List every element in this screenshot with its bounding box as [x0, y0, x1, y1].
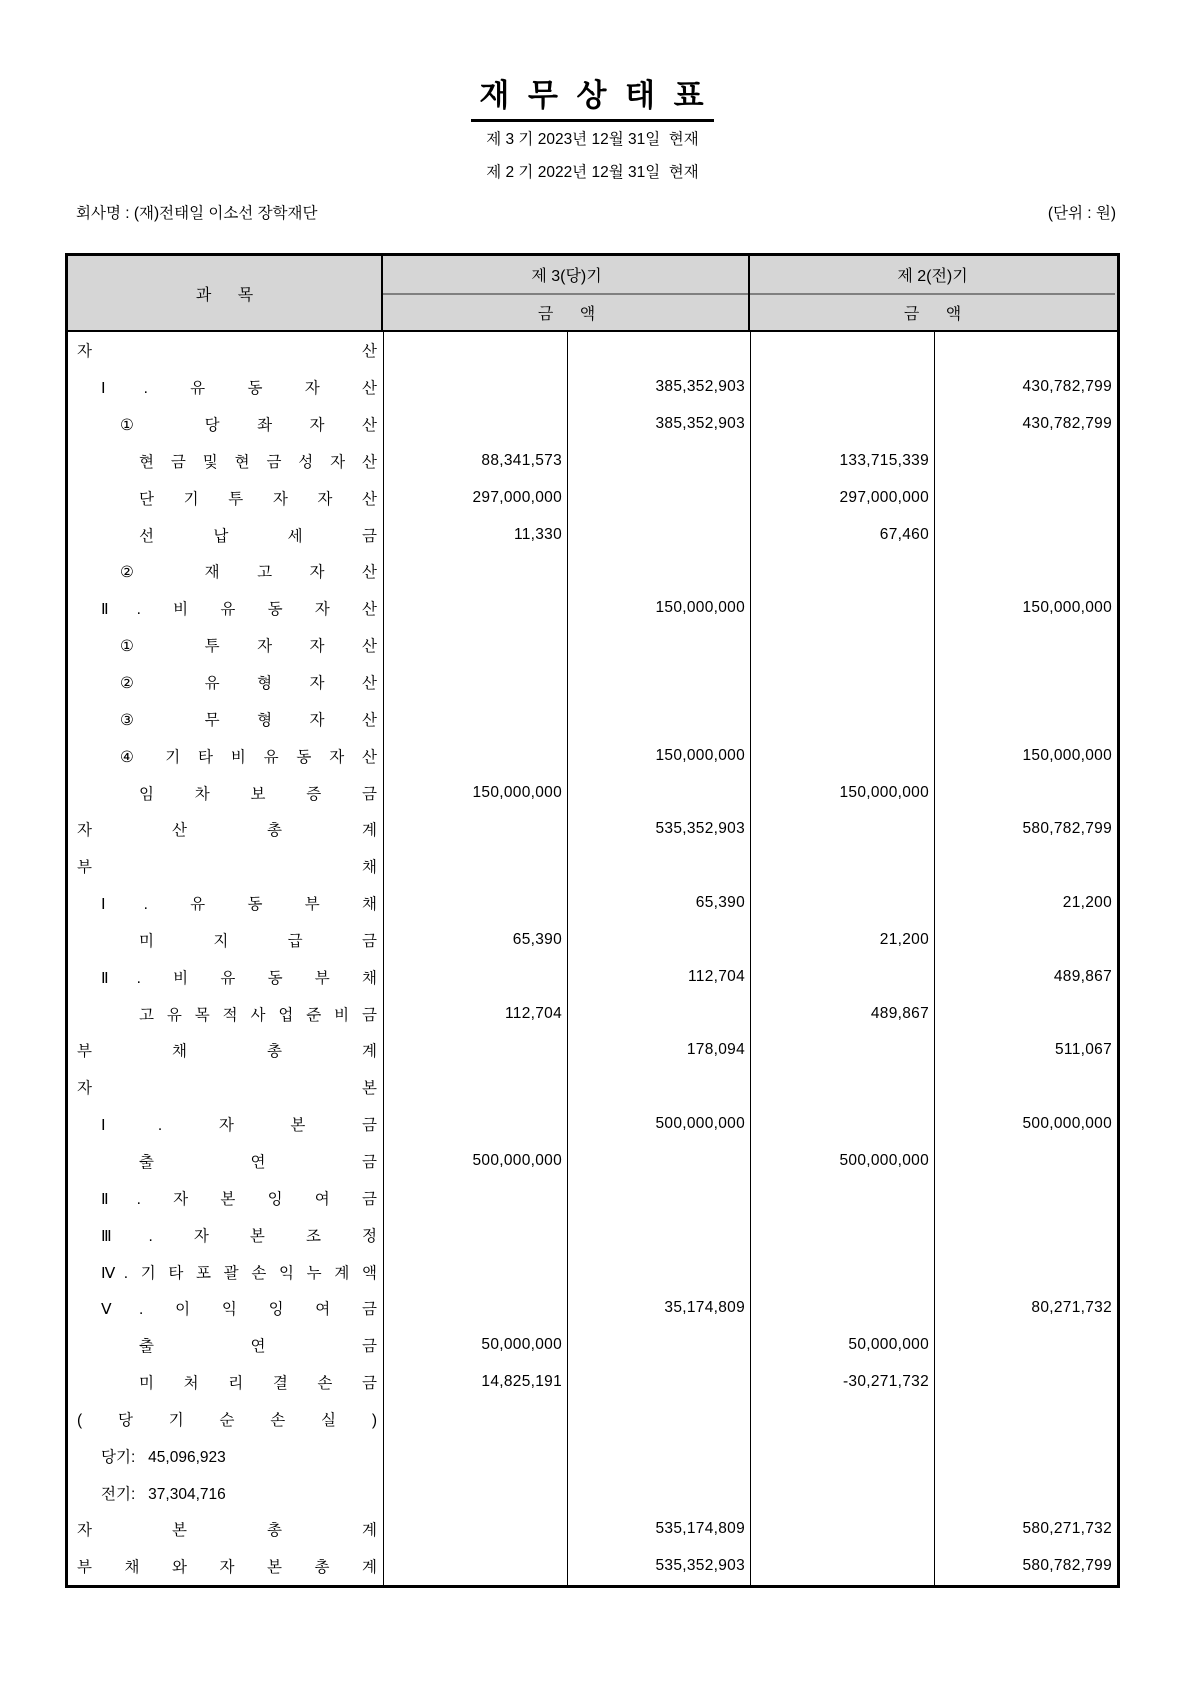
prior-total-amount-cell: 150,000,000 [934, 590, 1117, 627]
document-title-wrap [65, 70, 1120, 122]
table-row [68, 406, 1117, 443]
table-row [68, 922, 1117, 959]
prior-period-column-group [748, 256, 1115, 330]
account-label: ( 당 기 순 손 실 ) [77, 1411, 377, 1429]
account-label: ② 재 고 자 산 [120, 564, 377, 582]
account-label: 부 채 총 계 [77, 1043, 377, 1061]
current-total-amount-cell [567, 774, 750, 811]
table-row [68, 443, 1117, 480]
account-cell [68, 1511, 383, 1548]
current-detail-amount-cell [383, 369, 567, 406]
current-detail-amount-cell [383, 332, 567, 369]
prior-detail-amount-cell: -30,271,732 [750, 1364, 934, 1401]
prior-total-amount-cell: 580,271,732 [934, 1511, 1117, 1548]
account-column-header [68, 256, 383, 330]
prior-total-amount-cell: 580,782,799 [934, 811, 1117, 848]
prior-detail-amount-cell [750, 369, 934, 406]
account-cell [68, 1253, 383, 1290]
current-total-amount-cell [567, 553, 750, 590]
account-cell [68, 811, 383, 848]
current-total-amount-cell [567, 1327, 750, 1364]
current-total-amount-cell: 178,094 [567, 1032, 750, 1069]
prior-detail-amount-cell [750, 958, 934, 995]
account-label: Ⅰ. 자 본 금 [101, 1117, 377, 1135]
meta-row [65, 201, 1120, 223]
current-total-amount-cell: 385,352,903 [567, 406, 750, 443]
account-cell [68, 1290, 383, 1327]
current-detail-amount-cell [383, 958, 567, 995]
prior-total-amount-cell: 430,782,799 [934, 369, 1117, 406]
current-total-amount-cell: 35,174,809 [567, 1290, 750, 1327]
current-detail-amount-cell: 297,000,000 [383, 479, 567, 516]
account-cell [68, 1400, 383, 1437]
prior-detail-amount-cell [750, 664, 934, 701]
table-row [68, 1143, 1117, 1180]
table-row [68, 332, 1117, 369]
current-detail-amount-cell [383, 1069, 567, 1106]
table-row [68, 627, 1117, 664]
account-cell [68, 516, 383, 553]
account-cell [68, 332, 383, 369]
current-total-amount-cell: 535,352,903 [567, 1548, 750, 1585]
current-detail-amount-cell [383, 1106, 567, 1143]
prior-total-amount-cell [934, 664, 1117, 701]
account-cell [68, 1106, 383, 1143]
current-total-amount-cell [567, 1253, 750, 1290]
account-label: ④ 기 타 비 유 동 자 산 [120, 748, 377, 766]
current-detail-amount-cell [383, 1548, 567, 1585]
account-cell [68, 369, 383, 406]
current-total-amount-cell: 500,000,000 [567, 1106, 750, 1143]
account-label: 단 기 투 자 자 산 [139, 490, 377, 508]
prior-total-amount-cell [934, 700, 1117, 737]
account-label: ① 투 자 자 산 [120, 638, 377, 656]
current-detail-amount-cell: 150,000,000 [383, 774, 567, 811]
account-label: 출 연 금 [139, 1338, 377, 1356]
table-body [68, 332, 1117, 1585]
prior-detail-amount-cell [750, 885, 934, 922]
account-label: 현 금 및 현 금 성 자 산 [139, 453, 377, 471]
current-detail-amount-cell [383, 1216, 567, 1253]
account-cell [68, 479, 383, 516]
current-period-column-group [383, 256, 750, 330]
current-total-amount-cell [567, 627, 750, 664]
account-cell [68, 958, 383, 995]
current-total-amount-cell: 535,352,903 [567, 811, 750, 848]
prior-total-amount-cell [934, 627, 1117, 664]
account-cell [68, 885, 383, 922]
prior-detail-amount-cell [750, 700, 934, 737]
current-total-amount-cell [567, 516, 750, 553]
current-total-amount-cell [567, 332, 750, 369]
prior-detail-amount-cell: 297,000,000 [750, 479, 934, 516]
current-detail-amount-cell [383, 1400, 567, 1437]
prior-total-amount-cell [934, 553, 1117, 590]
current-detail-amount-cell: 11,330 [383, 516, 567, 553]
period-line-current: 제 3 기 2023년 12월 31일 현재 [486, 131, 699, 148]
account-cell [68, 848, 383, 885]
account-cell [68, 1548, 383, 1585]
prior-total-amount-cell [934, 1364, 1117, 1401]
prior-detail-amount-cell [750, 1400, 934, 1437]
prior-detail-amount-cell: 500,000,000 [750, 1143, 934, 1180]
account-label: 미 처 리 결 손 금 [139, 1375, 377, 1393]
prior-total-amount-cell [934, 516, 1117, 553]
current-total-amount-cell [567, 443, 750, 480]
table-row [68, 1253, 1117, 1290]
table-row [68, 1106, 1117, 1143]
prior-total-amount-cell [934, 1216, 1117, 1253]
current-total-amount-cell [567, 922, 750, 959]
current-detail-amount-cell [383, 590, 567, 627]
prior-detail-amount-cell [750, 590, 934, 627]
current-total-amount-cell: 150,000,000 [567, 737, 750, 774]
account-label: 자 산 총 계 [77, 822, 377, 840]
current-total-amount-cell [567, 1364, 750, 1401]
prior-detail-amount-cell [750, 1290, 934, 1327]
account-cell [68, 1364, 383, 1401]
table-row [68, 958, 1117, 995]
account-label: Ⅱ. 비 유 동 자 산 [101, 601, 377, 619]
unit-label: (단위 : 원) [1047, 205, 1116, 222]
account-label: 자 본 총 계 [77, 1522, 377, 1540]
table-row [68, 479, 1117, 516]
table-row [68, 774, 1117, 811]
current-detail-amount-cell [383, 1253, 567, 1290]
current-detail-amount-cell [383, 1511, 567, 1548]
prior-detail-amount-cell [750, 1511, 934, 1548]
current-detail-amount-cell [383, 1179, 567, 1216]
account-cell [68, 700, 383, 737]
table-row [68, 1290, 1117, 1327]
prior-detail-amount-cell [750, 332, 934, 369]
current-detail-amount-cell [383, 700, 567, 737]
prior-detail-amount-cell [750, 737, 934, 774]
current-detail-amount-cell [383, 737, 567, 774]
prior-total-amount-cell [934, 479, 1117, 516]
current-amount-header [383, 295, 750, 330]
account-label: Ⅱ. 비 유 동 부 채 [101, 969, 377, 987]
prior-total-amount-cell [934, 848, 1117, 885]
prior-total-amount-cell: 80,271,732 [934, 1290, 1117, 1327]
current-total-amount-cell: 535,174,809 [567, 1511, 750, 1548]
prior-detail-amount-cell: 50,000,000 [750, 1327, 934, 1364]
account-cell [68, 1474, 383, 1511]
table-row [68, 700, 1117, 737]
current-detail-amount-cell [383, 1474, 567, 1511]
prior-detail-amount-cell [750, 811, 934, 848]
table-row [68, 516, 1117, 553]
account-label: ③ 무 형 자 산 [120, 711, 377, 729]
table-row [68, 1548, 1117, 1585]
current-detail-amount-cell [383, 1437, 567, 1474]
current-total-amount-cell [567, 1143, 750, 1180]
account-label: ① 당 좌 자 산 [120, 417, 377, 435]
prior-detail-amount-cell [750, 1179, 934, 1216]
prior-period-header: 제 2(전)기 [750, 256, 1115, 295]
prior-detail-amount-cell [750, 848, 934, 885]
account-cell [68, 627, 383, 664]
account-label: 부 채 와 자 본 총 계 [77, 1559, 377, 1577]
account-cell [68, 1437, 383, 1474]
current-total-amount-cell [567, 995, 750, 1032]
current-detail-amount-cell [383, 885, 567, 922]
account-label: Ⅰ. 유 동 자 산 [101, 380, 377, 398]
table-row [68, 1400, 1117, 1437]
current-amount-header-label: 금 액 [537, 306, 596, 323]
table-row [68, 1511, 1117, 1548]
table-row [68, 553, 1117, 590]
current-total-amount-cell [567, 848, 750, 885]
account-cell [68, 1327, 383, 1364]
current-detail-amount-cell: 88,341,573 [383, 443, 567, 480]
account-cell [68, 774, 383, 811]
table-row [68, 1179, 1117, 1216]
account-label: 고 유 목 적 사 업 준 비 금 [139, 1006, 377, 1024]
prior-detail-amount-cell: 150,000,000 [750, 774, 934, 811]
current-detail-amount-cell: 500,000,000 [383, 1143, 567, 1180]
account-header-label: 과 목 [195, 286, 254, 304]
account-cell [68, 1032, 383, 1069]
account-label: Ⅱ. 자 본 잉 여 금 [101, 1190, 377, 1208]
current-detail-amount-cell: 112,704 [383, 995, 567, 1032]
prior-total-amount-cell: 489,867 [934, 958, 1117, 995]
current-total-amount-cell: 385,352,903 [567, 369, 750, 406]
prior-total-amount-cell: 430,782,799 [934, 406, 1117, 443]
current-total-amount-cell [567, 1179, 750, 1216]
current-detail-amount-cell [383, 406, 567, 443]
current-detail-amount-cell: 50,000,000 [383, 1327, 567, 1364]
current-total-amount-cell [567, 700, 750, 737]
table-row [68, 995, 1117, 1032]
current-total-amount-cell: 150,000,000 [567, 590, 750, 627]
current-total-amount-cell [567, 1216, 750, 1253]
account-label: 출 연 금 [139, 1153, 377, 1171]
current-total-amount-cell [567, 1400, 750, 1437]
prior-detail-amount-cell [750, 1548, 934, 1585]
prior-total-amount-cell [934, 1179, 1117, 1216]
account-label: ② 유 형 자 산 [120, 675, 377, 693]
account-label: 자 산 [77, 343, 377, 361]
prior-total-amount-cell: 500,000,000 [934, 1106, 1117, 1143]
prior-detail-amount-cell [750, 627, 934, 664]
table-row [68, 737, 1117, 774]
prior-detail-amount-cell [750, 1474, 934, 1511]
balance-sheet-table [65, 253, 1120, 1588]
account-label: Ⅴ. 이 익 잉 여 금 [101, 1301, 377, 1319]
prior-total-amount-cell: 580,782,799 [934, 1548, 1117, 1585]
prior-detail-amount-cell [750, 1069, 934, 1106]
prior-detail-amount-cell [750, 1253, 934, 1290]
prior-detail-amount-cell [750, 1216, 934, 1253]
table-row [68, 1474, 1117, 1511]
current-period-header: 제 3(당)기 [383, 256, 750, 295]
prior-total-amount-cell [934, 1253, 1117, 1290]
prior-total-amount-cell [934, 443, 1117, 480]
current-total-amount-cell [567, 664, 750, 701]
current-total-amount-cell [567, 1437, 750, 1474]
account-cell [68, 1143, 383, 1180]
prior-amount-header-label: 금 액 [903, 306, 962, 323]
account-label: Ⅳ. 기 타 포 괄 손 익 누 계 액 [101, 1264, 377, 1282]
account-cell [68, 737, 383, 774]
prior-detail-amount-cell [750, 1032, 934, 1069]
account-label: Ⅰ. 유 동 부 채 [101, 896, 377, 914]
prior-total-amount-cell [934, 1400, 1117, 1437]
account-cell [68, 922, 383, 959]
account-cell [68, 995, 383, 1032]
prior-detail-amount-cell [750, 1437, 934, 1474]
account-cell [68, 553, 383, 590]
prior-total-amount-cell [934, 922, 1117, 959]
current-detail-amount-cell [383, 1290, 567, 1327]
prior-detail-amount-cell: 489,867 [750, 995, 934, 1032]
prior-total-amount-cell [934, 1143, 1117, 1180]
current-total-amount-cell [567, 1069, 750, 1106]
account-label: 당기: 45,096,923 [101, 1448, 226, 1466]
account-cell [68, 1069, 383, 1106]
table-header [68, 256, 1117, 332]
account-label: 부 채 [77, 859, 377, 877]
table-row [68, 811, 1117, 848]
current-detail-amount-cell: 14,825,191 [383, 1364, 567, 1401]
prior-total-amount-cell: 21,200 [934, 885, 1117, 922]
prior-total-amount-cell [934, 1327, 1117, 1364]
document-title: 재 무 상 태 표 [471, 70, 713, 122]
account-cell [68, 1179, 383, 1216]
account-cell [68, 1216, 383, 1253]
table-row [68, 1364, 1117, 1401]
prior-total-amount-cell [934, 1069, 1117, 1106]
table-row [68, 369, 1117, 406]
prior-detail-amount-cell: 133,715,339 [750, 443, 934, 480]
prior-detail-amount-cell [750, 1106, 934, 1143]
table-row [68, 1032, 1117, 1069]
prior-amount-header [750, 295, 1115, 330]
prior-detail-amount-cell [750, 406, 934, 443]
prior-total-amount-cell [934, 1437, 1117, 1474]
table-row [68, 664, 1117, 701]
prior-detail-amount-cell [750, 553, 934, 590]
table-row [68, 590, 1117, 627]
table-row [68, 1216, 1117, 1253]
prior-detail-amount-cell: 67,460 [750, 516, 934, 553]
current-detail-amount-cell: 65,390 [383, 922, 567, 959]
current-detail-amount-cell [383, 627, 567, 664]
account-cell [68, 590, 383, 627]
account-cell [68, 443, 383, 480]
current-detail-amount-cell [383, 664, 567, 701]
prior-detail-amount-cell: 21,200 [750, 922, 934, 959]
current-detail-amount-cell [383, 848, 567, 885]
account-label: 자 본 [77, 1080, 377, 1098]
account-label: 전기: 37,304,716 [101, 1485, 226, 1503]
current-detail-amount-cell [383, 553, 567, 590]
prior-total-amount-cell [934, 332, 1117, 369]
table-row [68, 885, 1117, 922]
account-label: 선 납 세 금 [139, 527, 377, 545]
prior-total-amount-cell: 150,000,000 [934, 737, 1117, 774]
prior-total-amount-cell [934, 995, 1117, 1032]
table-row [68, 848, 1117, 885]
account-label: 임 차 보 증 금 [139, 785, 377, 803]
table-row [68, 1437, 1117, 1474]
current-total-amount-cell: 112,704 [567, 958, 750, 995]
account-cell [68, 406, 383, 443]
table-row [68, 1327, 1117, 1364]
prior-total-amount-cell: 511,067 [934, 1032, 1117, 1069]
table-row [68, 1069, 1117, 1106]
prior-total-amount-cell [934, 1474, 1117, 1511]
account-label: 미 지 급 금 [139, 932, 377, 950]
period-line-prior: 제 2 기 2022년 12월 31일 현재 [486, 164, 699, 181]
current-detail-amount-cell [383, 1032, 567, 1069]
current-total-amount-cell: 65,390 [567, 885, 750, 922]
prior-total-amount-cell [934, 774, 1117, 811]
current-total-amount-cell [567, 479, 750, 516]
account-label: Ⅲ. 자 본 조 정 [101, 1227, 377, 1245]
company-name: 회사명 : (재)전태일 이소선 장학재단 [76, 205, 318, 222]
current-total-amount-cell [567, 1474, 750, 1511]
current-detail-amount-cell [383, 811, 567, 848]
account-cell [68, 664, 383, 701]
